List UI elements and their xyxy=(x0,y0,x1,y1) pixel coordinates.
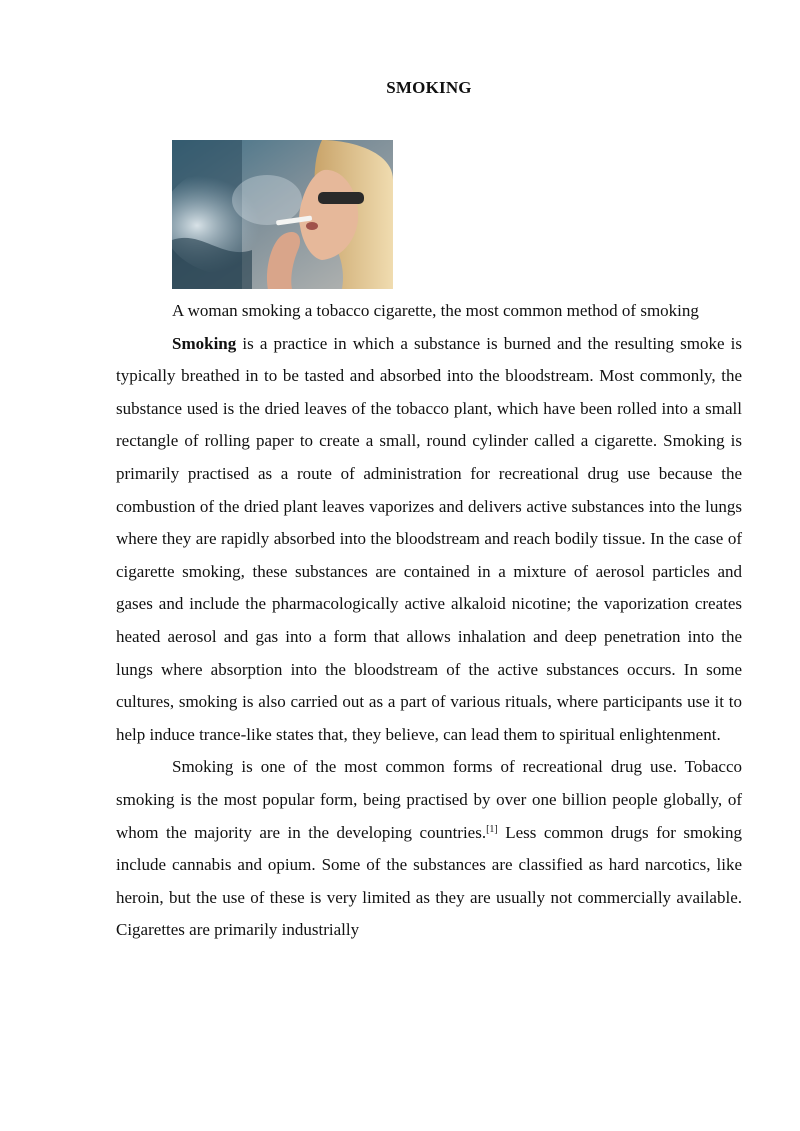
paragraph-text: Less common drugs for smoking include cannabis and opium. Some of the substances are classified as hard narcotics, like heroin, but the use of these is very limited as they are usually not commercially available. Cigarettes are primarily industrially xyxy=(116,822,742,940)
document-body xyxy=(116,295,742,947)
paragraph-text: is a practice in which a substance is burned and the resulting smoke is typically breathed in to be tasted and absorbed into the bloodstream. Most commonly, the substance used is the dried leaves of the tobacco plant, which have been rolled into a small rectangle of rolling paper to create a small, round cylinder called a cigarette. Smoking is primarily practised as a route of administration for recreational drug use because the combustion of the dried plant leaves vaporizes and delivers active substances into the lungs where they are rapidly absorbed into the bloodstream and reach bodily tissue. In the case of cigarette smoking, these substances are contained in a mixture of aerosol particles and gases and include the pharmacologically active alkaloid nicotine; the vaporization creates heated aerosol and gas into a form that allows inhalation and deep penetration into the lungs where absorption into the bloodstream of the active substances occurs. In some cultures, smoking is also carried out as a part of various rituals, where participants use it to help induce trance-like states that, they believe, can lead them to spiritual enlightenment. xyxy=(116,333,742,744)
footnote-reference[interactable]: [1] xyxy=(486,823,498,835)
paragraph xyxy=(116,751,742,947)
paragraph-text: Smoking is one of the most common forms of recreational drug use. Tobacco smoking is the most popular form, being practised by over one billion people globally, of whom the majority are in the developing countries. xyxy=(116,757,742,842)
page-title: SMOKING xyxy=(386,78,472,97)
photo-caption: A woman smoking a tobacco cigarette, the most common method of smoking xyxy=(172,301,699,320)
paragraph xyxy=(116,328,742,752)
woman-smoking-photo xyxy=(172,140,393,289)
lead-term: Smoking xyxy=(172,333,237,353)
